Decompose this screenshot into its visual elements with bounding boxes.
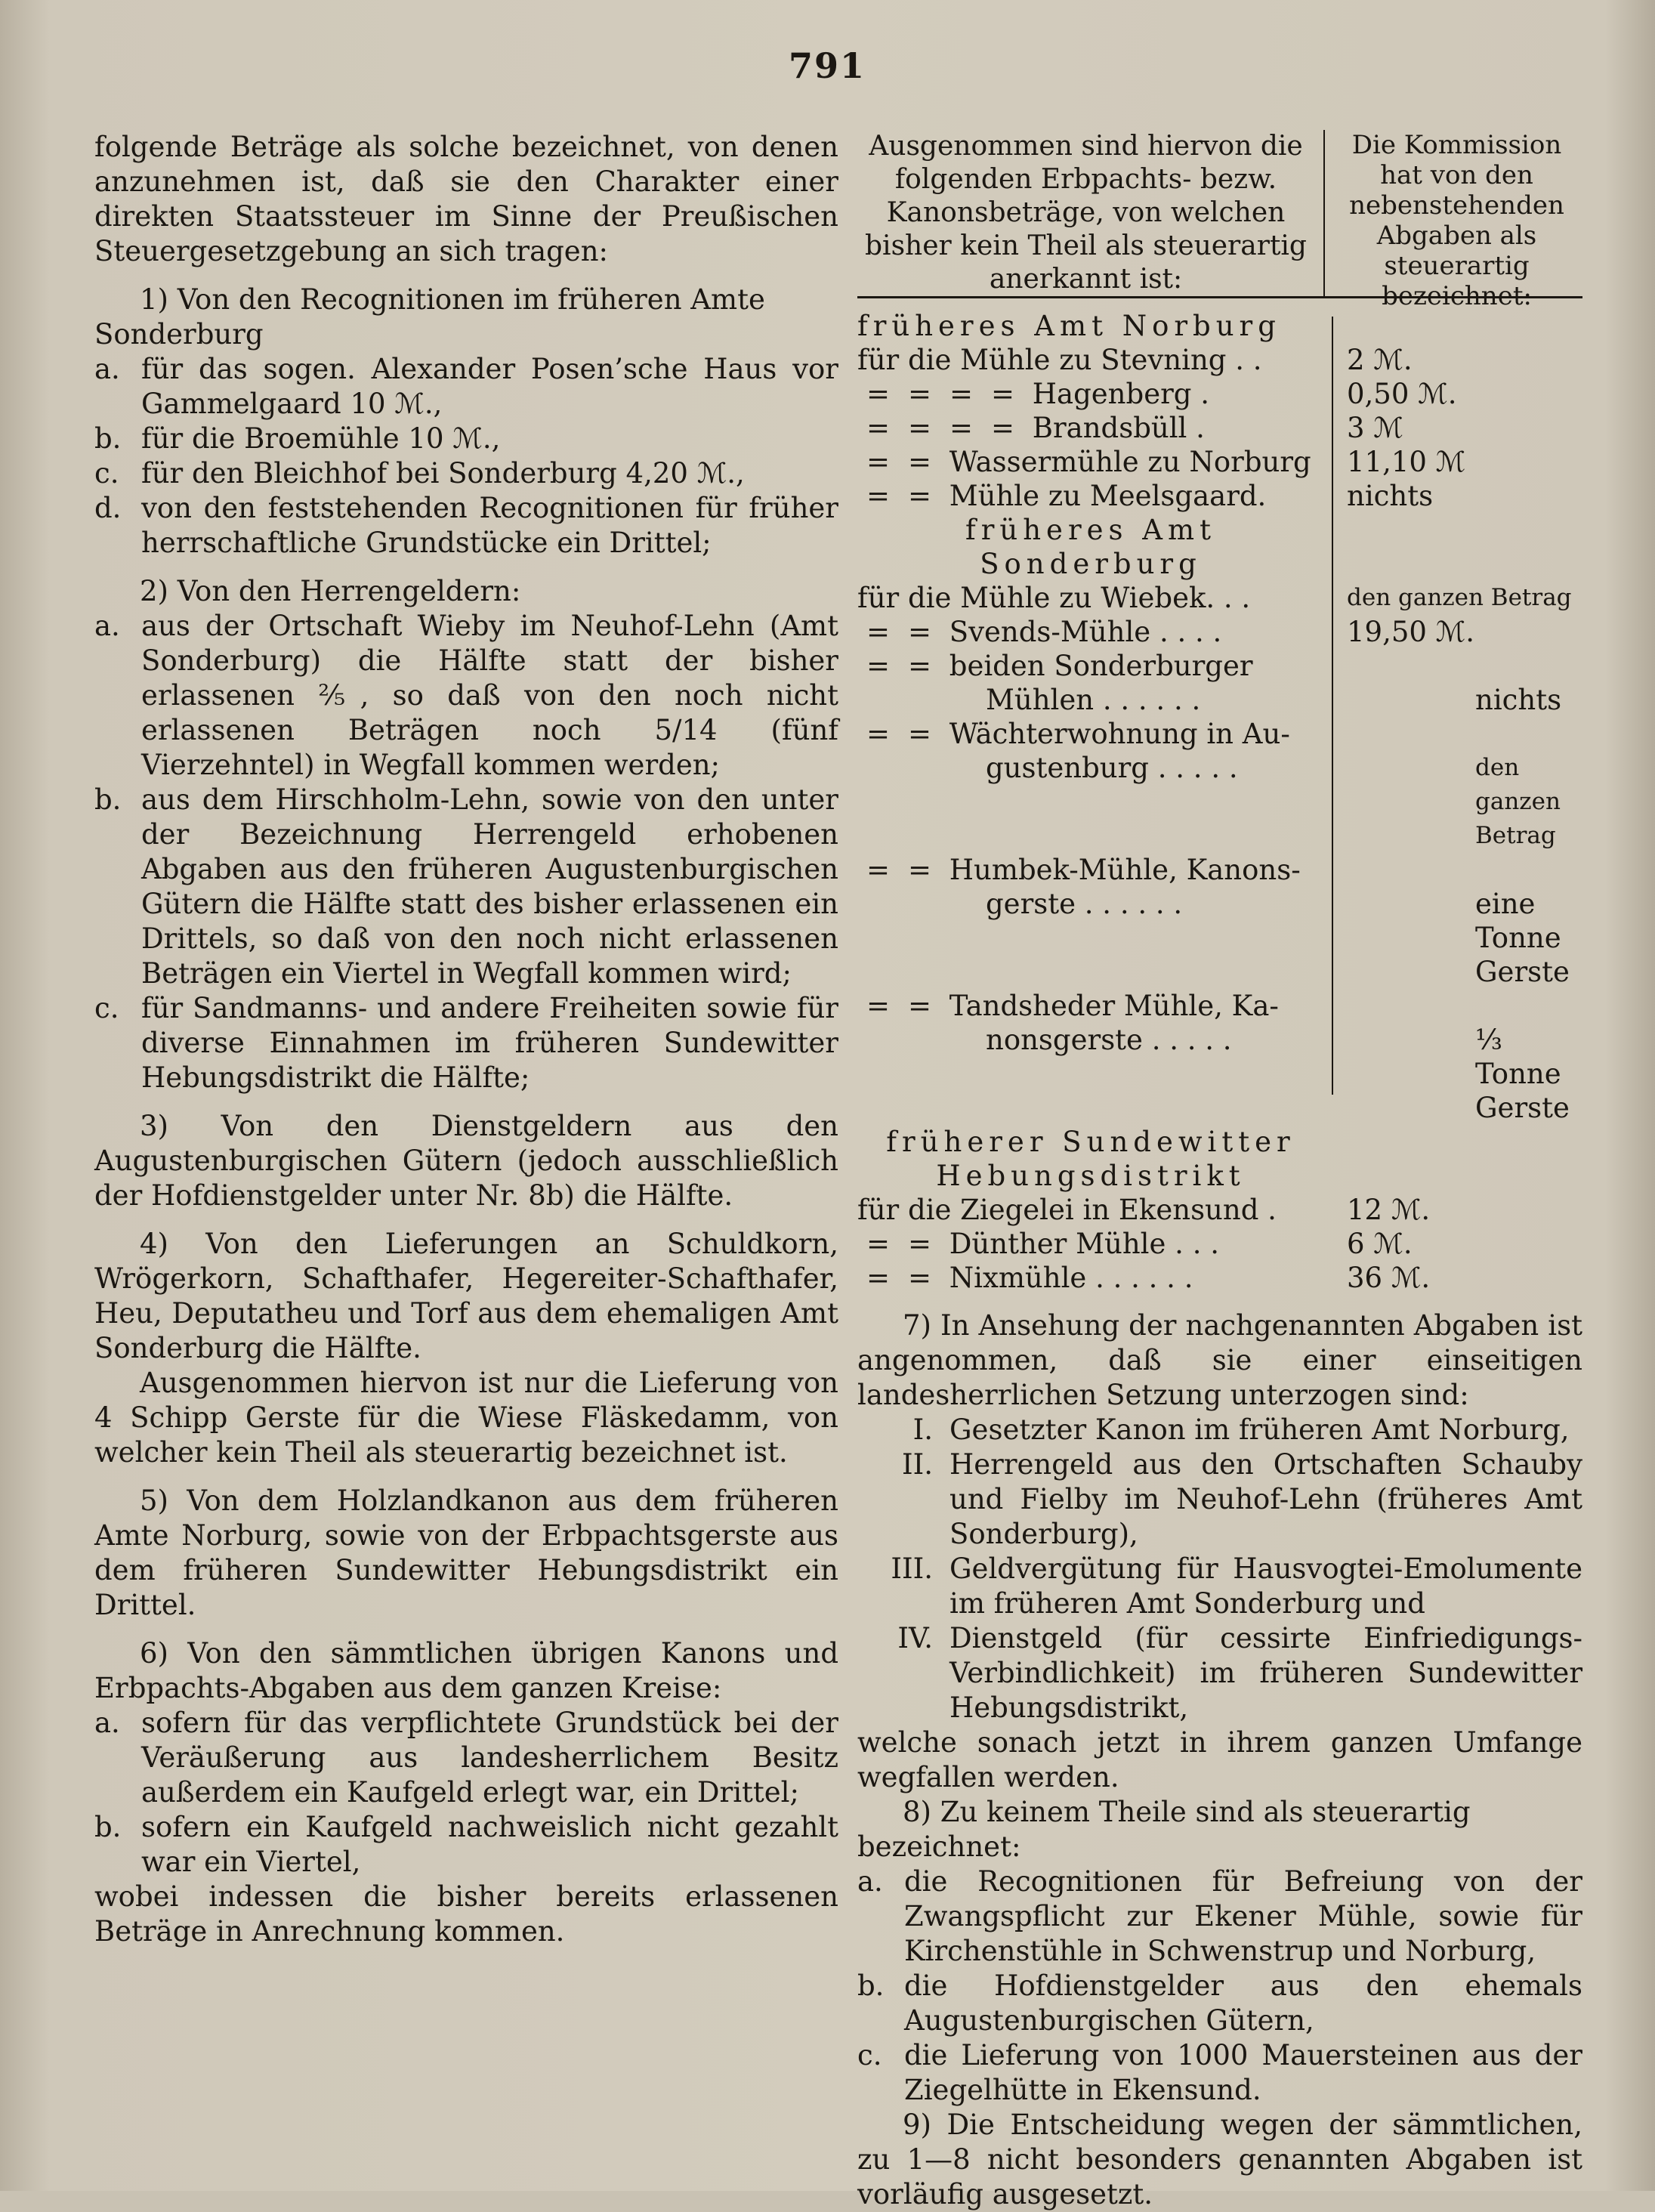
- list-item: c. für den Bleichhof bei Sonderburg 4,20 ℳ.,: [94, 457, 745, 490]
- section-3: 3) Von den Dienstgeldern aus den Augustenburgischen Gütern (jedoch ausschließlich der Hofdienstgelder unter Nr. 8b) die Hälfte.: [94, 1110, 838, 1212]
- table-row: = = Dünther Mühle . . . 6 ℳ.: [866, 1228, 1413, 1260]
- section-8: 8) Zu keinem Theile sind als steuerartig bezeichnet:: [857, 1796, 1471, 1863]
- list-item: IV. Dienstgeld (für cessirte Einfriedigungs-Verbindlichkeit) im früheren Sundewitter Hebungsdistrikt,: [897, 1622, 1582, 1724]
- section-9: 9) Die Entscheidung wegen der sämmtlichen, zu 1—8 nicht besonders genannten Abgaben ist vorläufig ausgesetzt.: [857, 2109, 1582, 2210]
- list-item: a. sofern für das verpflichtete Grundstück bei der Veräußerung aus landesherrlichem Besitz außerdem ein Kaufgeld erlegt war, ein Drittel;: [94, 1707, 838, 1809]
- table-row: nonsgerste . . . . . ⅓ Tonne Gerste: [986, 1024, 1570, 1124]
- table-row: = = = = Hagenberg . 0,50 ℳ.: [866, 378, 1457, 410]
- table-row: = = = = Brandsbüll . 3 ℳ: [866, 412, 1403, 444]
- section-2-title: 2) Von den Herrengeldern:: [140, 575, 521, 607]
- table-row: für die Mühle zu Stevning . . 2 ℳ.: [857, 344, 1413, 376]
- table-row: gerste . . . . . . eine Tonne Gerste: [986, 888, 1570, 988]
- table-row: für die Ziegelei in Ekensund . 12 ℳ.: [857, 1194, 1431, 1226]
- list-item: c. die Lieferung von 1000 Mauersteinen aus der Ziegelhütte in Ekensund.: [857, 2039, 1582, 2106]
- page-number: 791: [788, 45, 866, 86]
- list-item: b. die Hofdienstgelder aus den ehemals Augustenburgischen Gütern,: [857, 1969, 1582, 2037]
- table-row: = = Tandsheder Mühle, Ka-: [866, 990, 1279, 1022]
- table-row: Mühlen . . . . . . nichts: [986, 684, 1562, 716]
- table-row: = = Wächterwohnung in Au-: [866, 718, 1290, 750]
- list-item: a. für das sogen. Alexander Posen’sche Haus vor Gammelgaard 10 ℳ.,: [94, 353, 838, 420]
- table-row: für die Mühle zu Wiebek. . . den ganzen Betrag: [857, 582, 1572, 614]
- right-column: [857, 130, 1582, 2212]
- list-item: b. für die Broemühle 10 ℳ.,: [94, 422, 501, 455]
- section-4: 4) Von den Lieferungen an Schuldkorn, Wrögerkorn, Schafthafer, Hegereiter-Schafthafer, Heu, Deputatheu und Torf aus dem ehemaligen Amt Sonderburg die Hälfte.: [94, 1228, 838, 1364]
- table-row: = = Wassermühle zu Norburg 11,10 ℳ: [866, 446, 1466, 478]
- section-4-note: Ausgenommen hiervon ist nur die Lieferung von 4 Schipp Gerste für die Wiese Fläskedamm, von welcher kein Theil als steuerartig bezeichnet ist.: [94, 1367, 838, 1469]
- list-item: a. aus der Ortschaft Wieby im Neuhof-Lehn (Amt Sonderburg) die Hälfte statt der bisher erlassenen ⅖, so daß von den noch nicht erlassenen Beträgen noch 5/14 (fünf Vierzehntel) in Wegfall kommen werden;: [94, 610, 838, 781]
- section-7-end: welche sonach jetzt in ihrem ganzen Umfange wegfallen werden.: [857, 1726, 1582, 1793]
- section-6-title: 6) Von den sämmtlichen übrigen Kanons und Erbpachts-Abgaben aus dem ganzen Kreise:: [94, 1637, 838, 1704]
- list-item: a. die Recognitionen für Befreiung von der Zwangspflicht zur Ekener Mühle, sowie für Kirchenstühle in Schwenstrup und Norburg,: [857, 1865, 1582, 1967]
- table-body: [857, 309, 1582, 1295]
- list-item: b. aus dem Hirschholm-Lehn, sowie von den unter der Bezeichnung Herrengeld erhobenen Abgaben aus den früheren Augustenburgischen Gütern die Hälfte statt des bisher erlassenen ein Drittels, so daß von den noch nicht erlassenen Beträgen ein Viertel in Wegfall kommen wird;: [94, 783, 838, 990]
- table-section-heading: früheres Amt Norburg: [857, 310, 1281, 342]
- list-item: d. von den feststehenden Recognitionen für früher herrschaftliche Grundstücke ein Drittel;: [94, 492, 838, 559]
- list-item: c. für Sandmanns- und andere Freiheiten sowie für diverse Einnahmen im früheren Sundewitter Hebungsdistrikt die Hälfte;: [94, 992, 838, 1094]
- table-header-right: Die Kommission hat von den nebenstehenden Abgaben als steuerartig bezeichnet:: [1349, 130, 1564, 311]
- table-row: = = beiden Sonderburger: [866, 650, 1253, 682]
- table-header: [857, 130, 1582, 311]
- table-row: = = Nixmühle . . . . . . 36 ℳ.: [866, 1262, 1431, 1294]
- column-divider: [1332, 317, 1333, 1095]
- table-section-heading: früherer Sundewitter Hebungsdistrikt: [886, 1126, 1295, 1192]
- list-item: I. Gesetzter Kanon im früheren Amt Norburg,: [912, 1413, 1570, 1446]
- list-item: II. Herrengeld aus den Ortschaften Schauby und Fielby im Neuhof-Lehn (früheres Amt Sonderburg),: [902, 1448, 1582, 1550]
- table-header-left: Ausgenommen sind hiervon die folgenden Erbpachts- bezw. Kanonsbeträge, von welchen bisher kein Theil als steuerartig anerkannt ist:: [857, 130, 1325, 296]
- section-1-title: 1) Von den Recognitionen im früheren Amte Sonderburg: [94, 283, 765, 351]
- left-column: [94, 130, 838, 1949]
- table-row: = = Svends-Mühle . . . . 19,50 ℳ.: [866, 616, 1475, 648]
- table-row: gustenburg . . . . . den ganzen Betrag: [986, 752, 1561, 849]
- section-7: 7) In Ansehung der nachgenannten Abgaben ist angenommen, daß sie einer einseitigen landesherrlichen Setzung unterzogen sind:: [857, 1309, 1582, 1411]
- table-section-heading: früheres Amt Sonderburg: [965, 514, 1216, 580]
- list-item: III. Geldvergütung für Hausvogtei-Emolumente im früheren Amt Sonderburg und: [891, 1552, 1582, 1620]
- table-row: = = Humbek-Mühle, Kanons-: [866, 854, 1301, 886]
- section-6-end: wobei indessen die bisher bereits erlassenen Beträge in Anrechnung kommen.: [94, 1880, 838, 1948]
- intro-paragraph: folgende Beträge als solche bezeichnet, von denen anzunehmen ist, daß sie den Charakter einer direkten Staatssteuer im Sinne der Preußischen Steuergesetzgebung an sich tragen:: [94, 131, 838, 267]
- list-item: b. sofern ein Kaufgeld nachweislich nicht gezahlt war ein Viertel,: [94, 1811, 838, 1878]
- section-5: 5) Von dem Holzlandkanon aus dem früheren Amte Norburg, sowie von der Erbpachtsgerste aus dem früheren Sundewitter Hebungsdistrikt ein Drittel.: [94, 1484, 838, 1621]
- table-row: = = Mühle zu Meelsgaard. nichts: [866, 480, 1434, 512]
